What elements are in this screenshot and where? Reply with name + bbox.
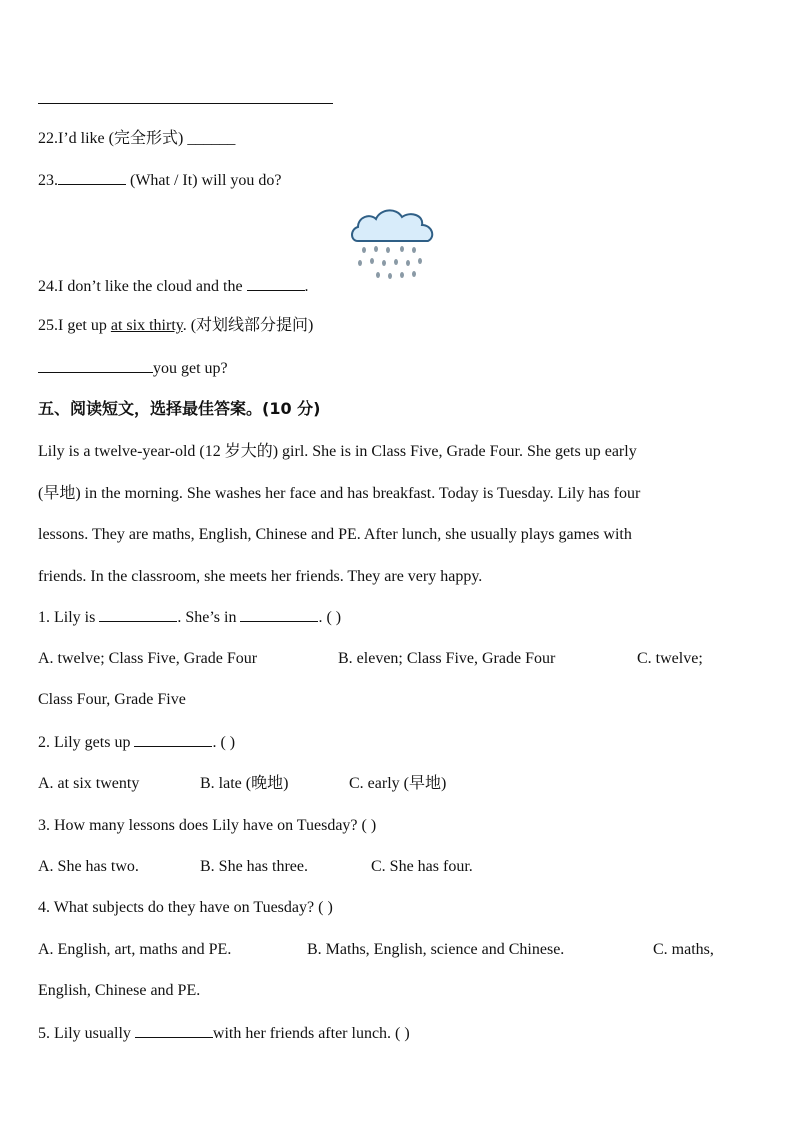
answer-blank[interactable] — [247, 276, 305, 291]
rain-cloud-icon — [348, 205, 438, 287]
item-1-stem: 1. Lily is . She’s in . ( ) — [38, 609, 342, 626]
question-22: 22.I’d like (完全形式) ______ — [38, 130, 236, 147]
item-5-stem: 5. Lily usually with her friends after lunch. ( ) — [38, 1025, 410, 1042]
option-b[interactable]: B. Maths, English, science and Chinese. — [307, 941, 565, 958]
option-b[interactable]: B. She has three. — [200, 858, 308, 875]
option-a[interactable]: A. English, art, maths and PE. — [38, 941, 232, 958]
question-25: 25.I get up at six thirty. (对划线部分提问) — [38, 317, 314, 334]
answer-blank[interactable] — [134, 732, 212, 747]
question-24: 24.I don’t like the cloud and the . — [38, 278, 309, 295]
item-2-stem: 2. Lily gets up . ( ) — [38, 734, 236, 751]
option-b[interactable]: B. eleven; Class Five, Grade Four — [338, 650, 556, 667]
option-a[interactable]: A. twelve; Class Five, Grade Four — [38, 650, 258, 667]
item-1-option-c-continued: Class Four, Grade Five — [38, 691, 186, 708]
item-3-stem: 3. How many lessons does Lily have on Tuesday? ( ) — [38, 817, 377, 834]
answer-blank[interactable] — [38, 358, 153, 373]
option-b[interactable]: B. late (晚地) — [200, 775, 289, 792]
passage-line: Lily is a twelve-year-old (12 岁大的) girl. She is in Class Five, Grade Four. She gets up early — [38, 443, 637, 460]
answer-blank[interactable] — [240, 607, 318, 622]
option-a[interactable]: A. at six twenty — [38, 775, 140, 792]
answer-line-top — [38, 103, 333, 104]
item-4-option-c-continued: English, Chinese and PE. — [38, 982, 201, 999]
option-c[interactable]: C. maths, — [653, 941, 714, 958]
passage-line: (早地) in the morning. She washes her face and has breakfast. Today is Tuesday. Lily has four — [38, 484, 641, 502]
option-c[interactable]: C. twelve; — [637, 650, 703, 667]
reading-passage — [38, 431, 758, 597]
passage-line: friends. In the classroom, she meets her friends. They are very happy. — [38, 567, 483, 585]
option-c[interactable]: C. She has four. — [371, 858, 473, 875]
answer-blank[interactable] — [135, 1023, 213, 1038]
option-c[interactable]: C. early (早地) — [349, 775, 447, 792]
item-4-stem: 4. What subjects do they have on Tuesday? ( ) — [38, 899, 333, 916]
answer-blank[interactable] — [58, 170, 126, 185]
passage-line: lessons. They are maths, English, Chinese and PE. After lunch, she usually plays games with — [38, 526, 632, 543]
section-5-heading: 五、阅读短文，选择最佳答案。(10 分) — [38, 399, 321, 418]
option-a[interactable]: A. She has two. — [38, 858, 139, 875]
question-25-answer-line: you get up? — [38, 358, 228, 379]
question-23: 23. (What / It) will you do? — [38, 172, 282, 189]
answer-blank[interactable] — [99, 607, 177, 622]
